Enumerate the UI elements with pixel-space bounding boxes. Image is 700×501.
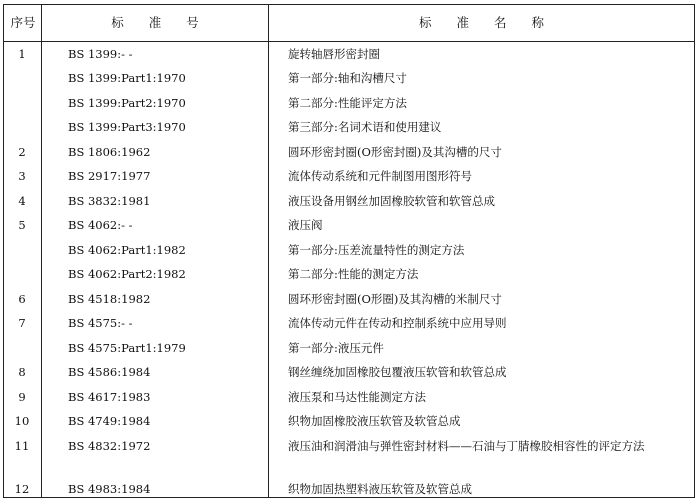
row-std: BS 4832:1972	[68, 439, 151, 453]
column-divider	[268, 5, 269, 497]
row-name: 织物加固橡胶液压软管及软管总成	[288, 414, 461, 428]
row-name: 织物加固热塑料液压软管及软管总成	[288, 482, 472, 496]
row-name: 第三部分:名词术语和使用建议	[288, 120, 442, 134]
row-name: 液压阀	[288, 218, 323, 232]
row-std: BS 1399:Part1:1970	[68, 71, 186, 85]
row-std: BS 3832:1981	[68, 194, 151, 208]
row-std: BS 1806:1962	[68, 145, 151, 159]
row-no: 12	[14, 482, 30, 496]
row-no: 4	[18, 194, 26, 208]
row-std: BS 1399:- -	[68, 47, 133, 61]
row-no: 2	[18, 145, 26, 159]
row-no: 3	[18, 169, 26, 183]
header-no: 序号	[10, 15, 36, 30]
row-name: 液压油和润滑油与弹性密封材料——石油与丁腈橡胶相容性的评定方法	[288, 439, 645, 453]
row-name: 液压泵和马达性能测定方法	[288, 390, 426, 404]
row-name: 旋转轴唇形密封圈	[288, 47, 380, 61]
row-std: BS 2917:1977	[68, 169, 151, 183]
row-name: 第二部分:性能的测定方法	[288, 267, 419, 281]
row-name: 液压设备用钢丝加固橡胶软管和软管总成	[288, 194, 495, 208]
row-no: 1	[18, 47, 26, 61]
row-std: BS 1399:Part3:1970	[68, 120, 186, 134]
table-header	[4, 5, 694, 42]
column-divider	[41, 5, 42, 497]
row-std: BS 4062:Part1:1982	[68, 243, 186, 257]
row-std: BS 4518:1982	[68, 292, 151, 306]
row-std: BS 1399:Part2:1970	[68, 96, 186, 110]
header-std-no: 标 准 号	[111, 15, 199, 30]
row-name: 第一部分:压差流量特性的测定方法	[288, 243, 465, 257]
row-name: 圆环形密封圈(O形圈)及其沟槽的米制尺寸	[288, 292, 502, 306]
row-std: BS 4983:1984	[68, 482, 151, 496]
row-name: 流体传动元件在传动和控制系统中应用导则	[288, 316, 507, 330]
row-name: 第二部分:性能评定方法	[288, 96, 407, 110]
row-name: 圆环形密封圈(O形密封圈)及其沟槽的尺寸	[288, 145, 502, 159]
row-std: BS 4062:Part2:1982	[68, 267, 186, 281]
row-std: BS 4617:1983	[68, 390, 151, 404]
row-std: BS 4586:1984	[68, 365, 151, 379]
row-no: 8	[18, 365, 26, 379]
row-std: BS 4062:- -	[68, 218, 133, 232]
row-no: 6	[18, 292, 26, 306]
header-std-name: 标 准 名 称	[418, 15, 544, 30]
row-name: 钢丝缠绕加固橡胶包覆液压软管和软管总成	[288, 365, 507, 379]
row-name: 流体传动系统和元件制图用图形符号	[288, 169, 472, 183]
row-std: BS 4575:- -	[68, 316, 133, 330]
row-no: 5	[18, 218, 26, 232]
row-name: 第一部分:液压元件	[288, 341, 384, 355]
row-no: 7	[18, 316, 26, 330]
row-no: 10	[14, 414, 30, 428]
row-name: 第一部分:轴和沟槽尺寸	[288, 71, 407, 85]
row-std: BS 4575:Part1:1979	[68, 341, 186, 355]
row-no: 11	[14, 439, 30, 453]
standards-table	[3, 4, 695, 498]
row-std: BS 4749:1984	[68, 414, 151, 428]
row-no: 9	[18, 390, 26, 404]
